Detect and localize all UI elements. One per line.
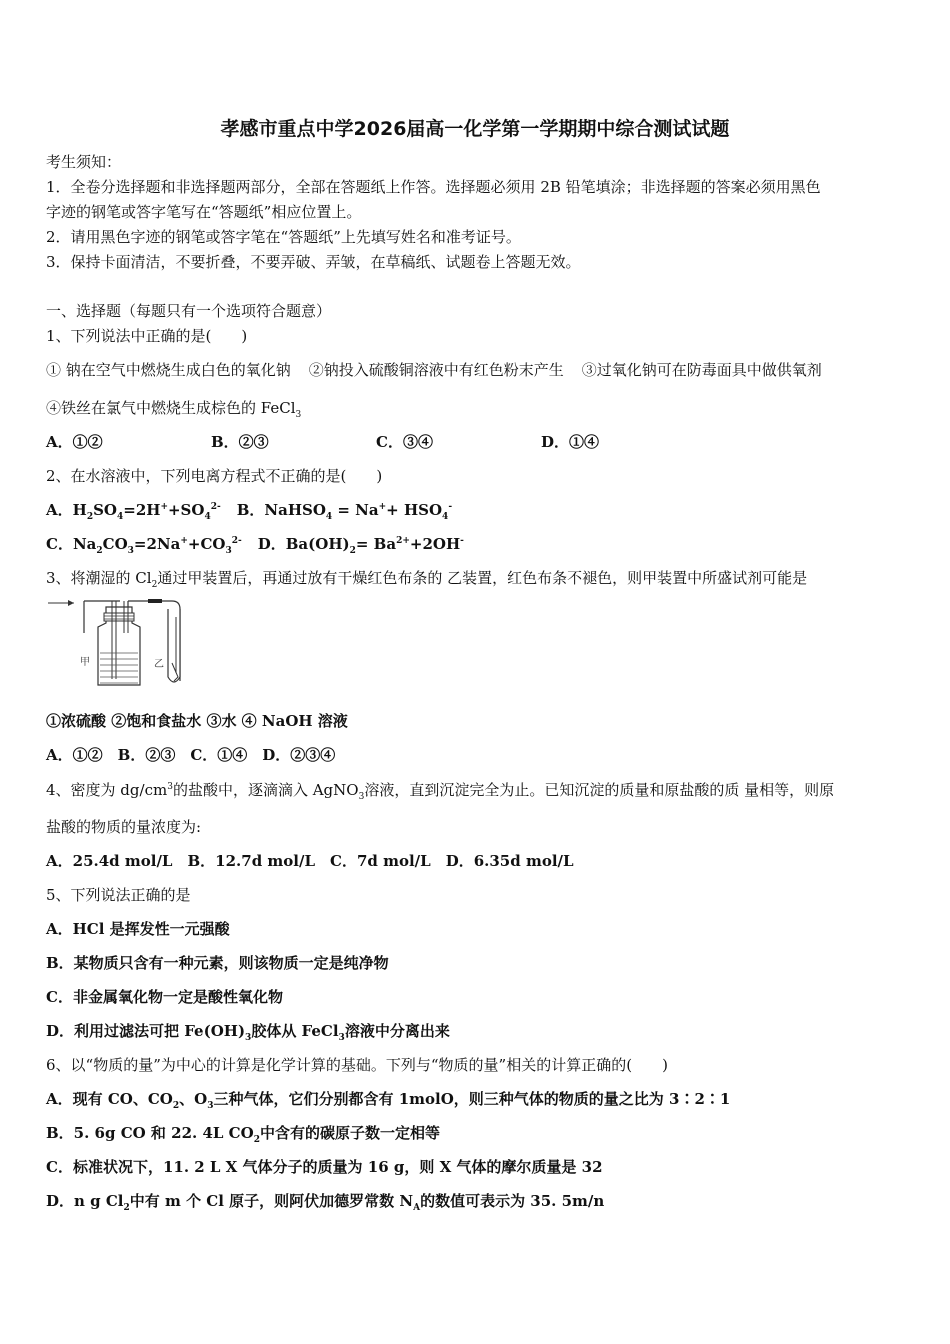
- q1-options: [46, 432, 599, 452]
- q1-statement-3: ③过氧化钠可在防毒面具中做供氧剂: [581, 361, 822, 379]
- q2-options-cd: [46, 534, 464, 554]
- q5-option-b: B．某物质只含有一种元素，则该物质一定是纯净物: [46, 954, 389, 972]
- notice-item-3: 3．保持卡面清洁，不要折叠，不要弄破、弄皱，在草稿纸、试题卷上答题无效。: [46, 253, 581, 271]
- q1-stem: 1、下列说法中正确的是( ): [46, 327, 248, 345]
- q4-stem: 4、密度为 $dg/cm^3$的盐酸中，逐滴滴入 AgNO$_3$溶液，直到沉淀完全为止。已知沉淀的质量和原盐酸的质 量相等，则原: [46, 781, 835, 802]
- q6-option-c: C．标准状况下，11. 2 L X 气体分子的质量为 16 g，则 X 气体的摩尔质量是 32: [46, 1158, 603, 1176]
- q3-stem: 3、将潮湿的 $Cl_2$通过甲装置后，再通过放有干燥红色布条的 乙装置，红色布条不褪色，则甲装置中所盛试剂可能是: [46, 569, 808, 590]
- q1-option-b: B．②③: [211, 433, 269, 451]
- q4-stem-cont: 盐酸的物质的量浓度为:: [46, 818, 202, 836]
- q4-options: A．25.4d mol/L B．12.7d mol/L C．7d mol/L D．6.35d mol/L: [46, 852, 574, 870]
- notice-item-1-cont: 字迹的钢笔或答字笔写在“答题纸”相应位置上。: [46, 203, 362, 221]
- q2-option-d: D．$Ba(OH)_2= Ba^{2+}+2OH^-$: [257, 535, 464, 556]
- label-yi: 乙: [154, 659, 164, 670]
- q1-option-d: D．①④: [541, 433, 600, 451]
- q6-option-b: B．5. 6g CO 和 22. 4L $CO_2$中含有的碳原子数一定相等: [46, 1124, 440, 1145]
- q6-option-d: D．n g $Cl_2$中有 m 个 Cl 原子，则阿伏加德罗常数 $N_A$的数值可表示为 35. 5m/n: [46, 1192, 605, 1213]
- q1-statement-4-sub: 3: [295, 410, 302, 420]
- q1-statement-1: ① 钠在空气中燃烧生成白色的氧化钠: [46, 361, 291, 379]
- notice-item-1: 1．全卷分选择题和非选择题两部分，全部在答题纸上作答。选择题必须用 2B 铅笔填涂；非选择题的答案必须用黑色: [46, 178, 821, 196]
- q1-statement-4-text: ④铁丝在氯气中燃烧生成棕色的 FeCl: [46, 399, 296, 417]
- q2-options-ab: [46, 500, 452, 520]
- q2-option-b: B．NaHSO$_4$ = $Na^++ HSO_4^-$: [236, 501, 453, 522]
- label-jia: 甲: [80, 657, 90, 668]
- section-heading: 一、选择题（每题只有一个选项符合题意）: [46, 302, 332, 320]
- q2-stem: 2、在水溶液中，下列电离方程式不正确的是( ): [46, 467, 383, 485]
- notice-heading: 考生须知：: [46, 153, 122, 171]
- q5-option-d: D．利用过滤法可把 $Fe(OH)_3$胶体从 FeCl$_3$溶液中分离出来: [46, 1022, 450, 1043]
- notice-item-2: 2．请用黑色字迹的钢笔或答字笔在“答题纸”上先填写姓名和准考证号。: [46, 228, 521, 246]
- q1-statement-2: ②钠投入硫酸铜溶液中有红色粉末产生: [308, 361, 564, 379]
- q1-statement-4: [46, 398, 301, 418]
- q5-stem: 5、下列说法正确的是: [46, 886, 191, 904]
- page-title: 孝感市重点中学2026届高一化学第一学期期中综合测试试题: [220, 118, 730, 140]
- q3-choices: ①浓硫酸 ②饱和食盐水 ③水 ④ NaOH 溶液: [46, 712, 348, 730]
- q5-option-a: A．HCl 是挥发性一元强酸: [46, 920, 230, 938]
- q1-statements: [46, 360, 822, 380]
- q2-option-a: A．$H_2SO_4=2H^++SO_4^{2-}$: [46, 501, 221, 522]
- q1-option-a: A．①②: [46, 433, 103, 451]
- gas-washing-apparatus-diagram: [44, 597, 194, 697]
- q3-options: A．①② B．②③ C．①④ D．②③④: [46, 746, 336, 764]
- q6-option-a: A．现有 CO、$CO_2$、$O_3$三种气体，它们分别都含有 1molO，则三种气体的物质的量之比为 3∶2∶1: [46, 1090, 731, 1111]
- q2-option-c: C．$Na_2CO_3=2Na^++CO_3^{2-}$: [46, 535, 242, 556]
- q1-option-c: C．③④: [376, 433, 433, 451]
- q5-option-c: C．非金属氧化物一定是酸性氧化物: [46, 988, 283, 1006]
- q6-stem: 6、以“物质的量”为中心的计算是化学计算的基础。下列与“物质的量”相关的计算正确的( ): [46, 1056, 668, 1074]
